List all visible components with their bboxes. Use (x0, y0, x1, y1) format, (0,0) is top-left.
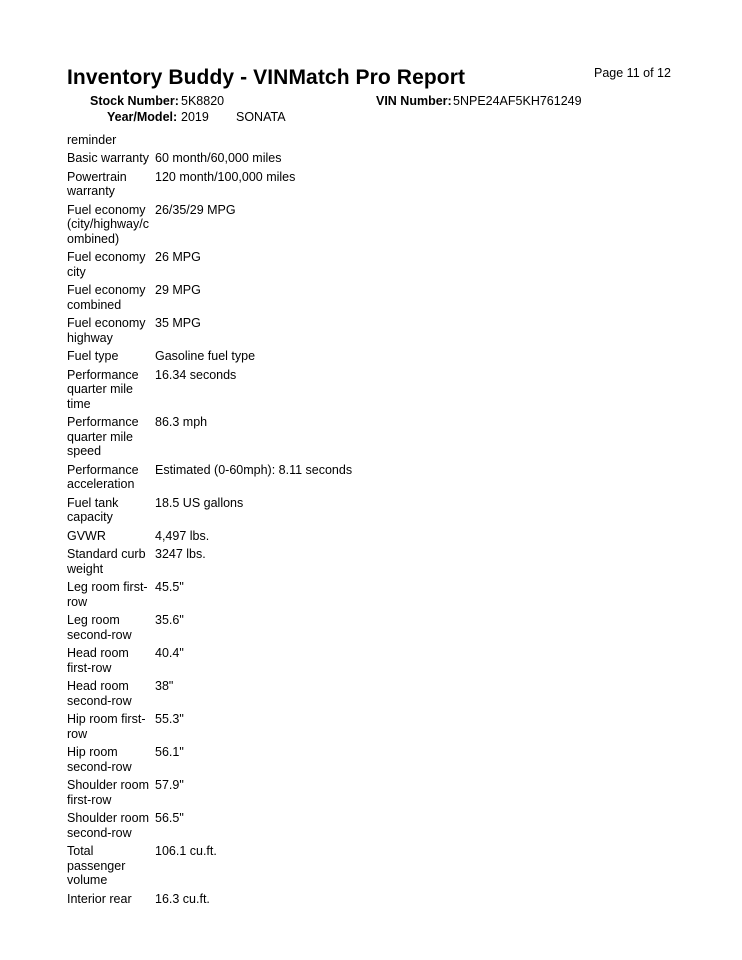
stock-number-label: Stock Number: (90, 94, 179, 108)
spec-value: 18.5 US gallons (155, 495, 244, 510)
spec-row-head-room-first (67, 646, 707, 675)
spec-row-fuel-tank (67, 496, 707, 525)
spec-key: Hip room first-row (67, 712, 146, 741)
report-title: Inventory Buddy - VINMatch Pro Report (67, 66, 466, 89)
spec-key: Shoulder room first-row (67, 778, 149, 807)
spec-row-quarter-mile-speed (67, 415, 707, 459)
spec-row-fuel-economy-highway (67, 316, 707, 345)
spec-value: Gasoline fuel type (155, 349, 256, 363)
spec-value: 56.5" (155, 811, 184, 825)
spec-value: 29 MPG (155, 283, 201, 297)
spec-key: Basic warranty (67, 151, 149, 165)
spec-value: 106.1 cu.ft. (155, 844, 217, 858)
spec-row-fuel-economy-combined (67, 283, 707, 312)
spec-row-shoulder-room-second (67, 811, 707, 840)
spec-value: 35.6" (155, 613, 184, 627)
spec-key: Fuel economy city (67, 250, 146, 279)
spec-value: 3247 lbs. (155, 547, 206, 561)
spec-key: Hip room second-row (67, 745, 132, 774)
spec-row-gvwr (67, 529, 707, 544)
spec-key: Fuel tank capacity (67, 495, 119, 524)
spec-key: Leg room first-row (67, 580, 148, 609)
spec-value: Estimated (0-60mph): 8.11 seconds (155, 462, 353, 477)
spec-row-acceleration (67, 463, 707, 492)
spec-value: 16.3 cu.ft. (155, 891, 210, 906)
spec-row-fuel-type (67, 349, 707, 364)
spec-row-shoulder-room-first (67, 778, 707, 807)
spec-row-hip-room-first (67, 712, 707, 741)
spec-row-interior-rear (67, 892, 707, 907)
spec-row-hip-room-second (67, 745, 707, 774)
spec-value: 60 month/60,000 miles (155, 151, 282, 165)
year-value: 2019 (181, 110, 209, 124)
spec-row-leg-room-first (67, 580, 707, 609)
spec-key: Standard curb weight (67, 547, 146, 576)
spec-key: Fuel type (67, 349, 119, 363)
year-model-label: Year/Model: (107, 110, 178, 124)
spec-key: Interior rear (67, 891, 132, 906)
spec-key: GVWR (67, 528, 106, 543)
spec-value: 57.9" (155, 778, 184, 792)
spec-value: 26/35/29 MPG (155, 202, 236, 217)
reminder-text: reminder (67, 133, 117, 147)
spec-value: 4,497 lbs. (155, 528, 210, 543)
page-number: Page 11 of 12 (594, 66, 671, 80)
spec-key: Head room second-row (67, 679, 132, 708)
spec-row-curb-weight (67, 547, 707, 576)
spec-value: 120 month/100,000 miles (155, 169, 296, 184)
spec-value: 86.3 mph (155, 415, 208, 429)
spec-row-passenger-volume (67, 844, 707, 888)
spec-key: Fuel economy highway (67, 316, 146, 345)
spec-key: Head room first-row (67, 646, 129, 675)
spec-value: 40.4" (155, 646, 184, 660)
vin-number-value: 5NPE24AF5KH761249 (453, 94, 582, 108)
spec-value: 45.5" (155, 580, 184, 594)
spec-key: Performance acceleration (67, 462, 139, 491)
spec-key: Fuel economy combined (67, 283, 146, 312)
spec-key: Leg room second-row (67, 613, 132, 642)
spec-row-powertrain-warranty (67, 170, 707, 199)
spec-table (67, 151, 707, 910)
spec-value: 38" (155, 679, 174, 693)
spec-row-quarter-mile-time (67, 368, 707, 412)
spec-key: Fuel economy (city/highway/combined) (67, 202, 149, 246)
spec-value: 55.3" (155, 712, 184, 726)
spec-key: Powertrain warranty (67, 169, 127, 198)
model-value: SONATA (236, 110, 286, 124)
spec-value: 56.1" (155, 745, 184, 759)
spec-key: Shoulder room second-row (67, 811, 149, 840)
spec-value: 35 MPG (155, 316, 201, 330)
spec-row-fuel-economy (67, 203, 707, 247)
spec-row-fuel-economy-city (67, 250, 707, 279)
vin-number-label: VIN Number: (376, 94, 452, 108)
spec-row-basic-warranty (67, 151, 707, 166)
spec-key: Total passenger volume (67, 844, 126, 887)
stock-number-value: 5K8820 (181, 94, 225, 108)
spec-value: 16.34 seconds (155, 367, 237, 382)
spec-row-leg-room-second (67, 613, 707, 642)
spec-row-head-room-second (67, 679, 707, 708)
spec-value: 26 MPG (155, 250, 201, 264)
spec-key: Performance quarter mile speed (67, 415, 139, 458)
spec-key: Performance quarter mile time (67, 367, 139, 411)
